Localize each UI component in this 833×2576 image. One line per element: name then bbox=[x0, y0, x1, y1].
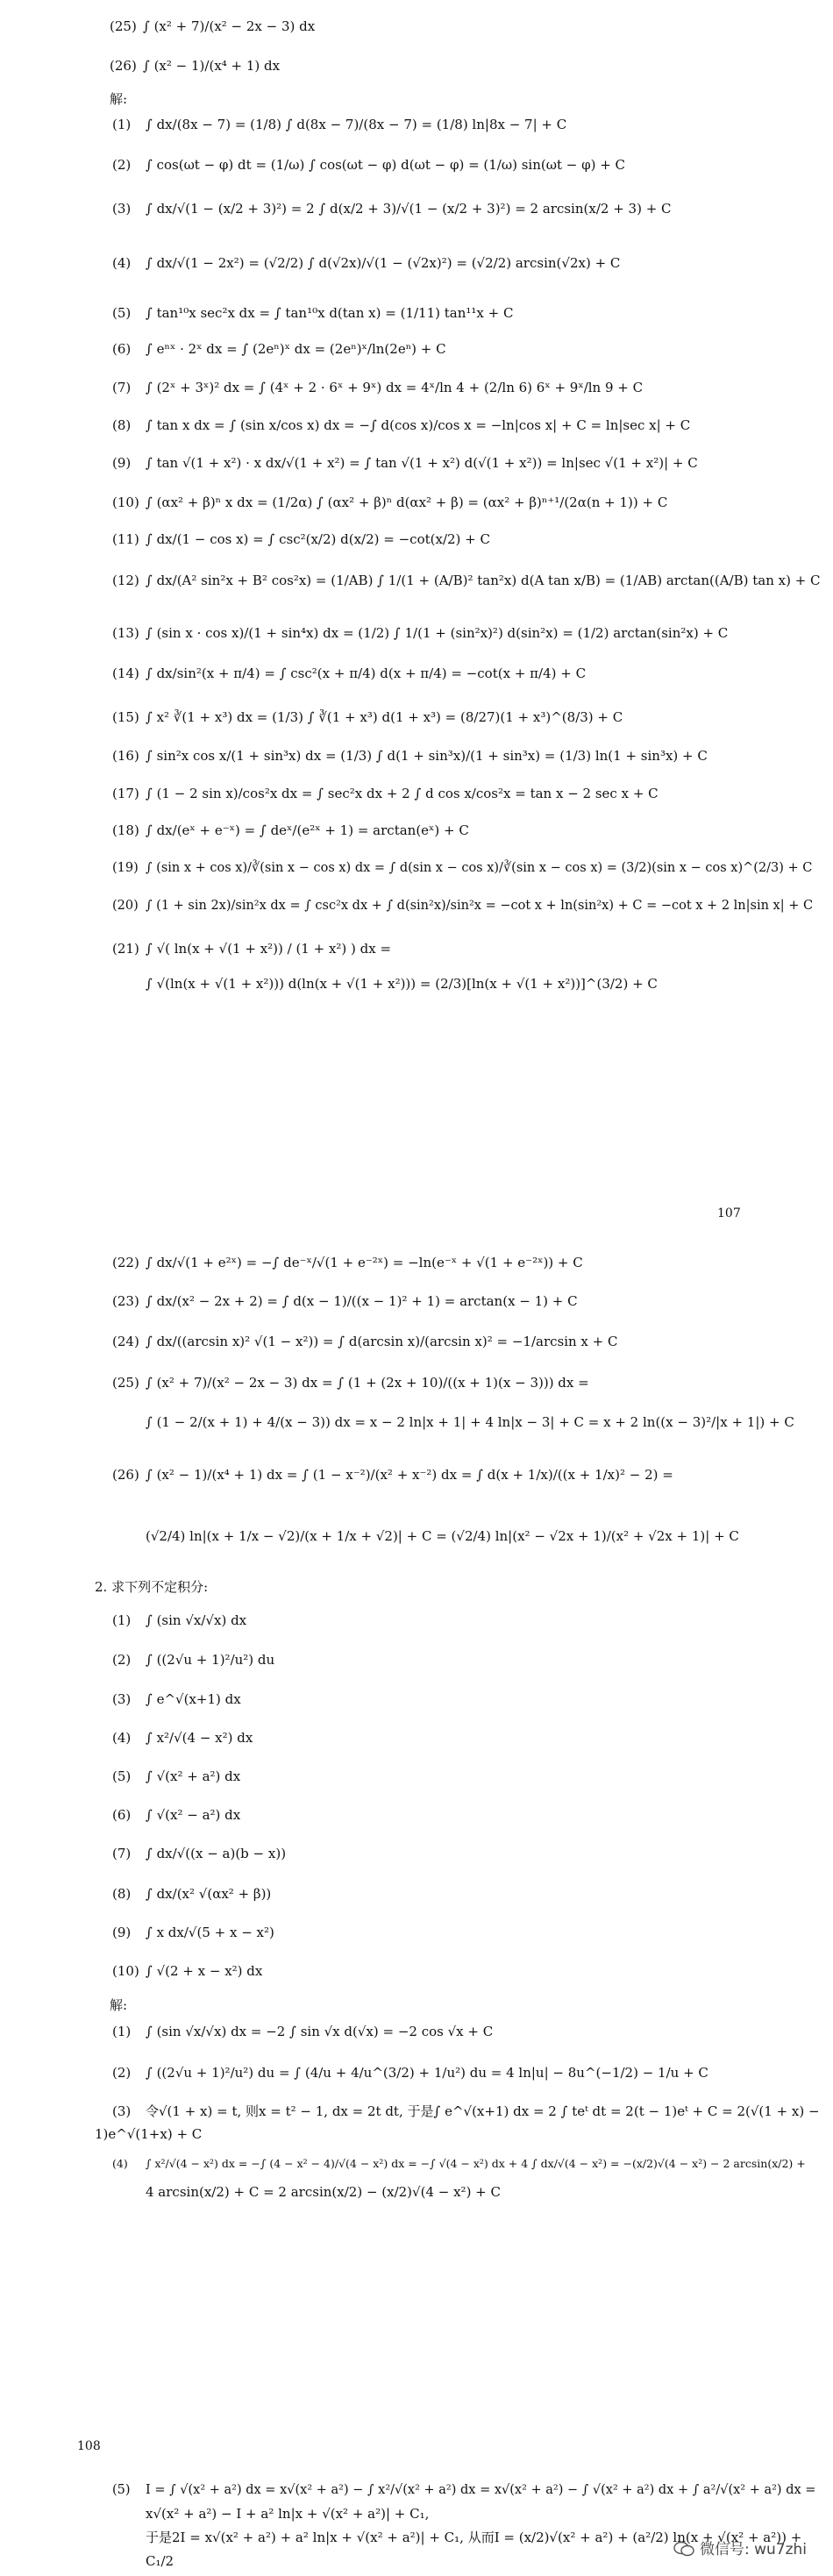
problem-line bbox=[112, 1651, 274, 1669]
solution-line bbox=[112, 2103, 820, 2120]
solution-formula: 1)e^√(1+x) + C bbox=[95, 2126, 203, 2142]
solution-label: (5) bbox=[112, 2483, 131, 2497]
solution-label: (12) bbox=[112, 573, 139, 588]
solution-line bbox=[112, 340, 446, 358]
problem-label: (2) bbox=[112, 1652, 132, 1668]
solution-label: (14) bbox=[112, 665, 139, 681]
solution-formula: ∫ (sin x · cos x)/(1 + sin⁴x) dx = (1/2) ∫ 1/(1 + (sin²x)²) d(sin²x) = (1/2) arctan(sin²x) + C bbox=[146, 625, 729, 641]
solution-line bbox=[112, 747, 708, 765]
solution-formula: ∫ (αx² + β)ⁿ x dx = (1/2α) ∫ (αx² + β)ⁿ d(αx² + β) = (αx² + β)ⁿ⁺¹/(2α(n + 1)) + C bbox=[146, 495, 668, 510]
solution-formula: I = ∫ √(x² + a²) dx = x√(x² + a²) − ∫ x²/√(x² + a²) dx = x√(x² + a²) − ∫ √(x² + a²) dx + ∫ a²/√(x² + a²) dx = bbox=[146, 2483, 816, 2497]
chat-bubble-icon bbox=[673, 2541, 694, 2557]
solution-formula: ∫ tan x dx = ∫ (sin x/cos x) dx = −∫ d(cos x)/cos x = −ln|cos x| + C = ln|sec x| + C bbox=[146, 417, 691, 433]
problem-formula: ∫ e^√(x+1) dx bbox=[146, 1691, 241, 1707]
solution-label: (5) bbox=[112, 305, 132, 321]
solution-formula: ∫ (sin x + cos x)/∛(sin x − cos x) dx = ∫ d(sin x − cos x)/∛(sin x − cos x) = (3/2)(sin x − cos x)^(2/3) + C bbox=[146, 861, 813, 875]
problem-26-line bbox=[110, 57, 280, 75]
solution-label: (22) bbox=[112, 1255, 139, 1270]
solution-line bbox=[112, 822, 469, 839]
solution-continuation-line bbox=[112, 1413, 794, 1431]
solution-continuation-line bbox=[146, 2183, 501, 2201]
solution-line bbox=[112, 379, 643, 396]
solution-line bbox=[112, 624, 728, 642]
problem-label: (26) bbox=[110, 58, 137, 74]
solution-line bbox=[112, 2155, 806, 2173]
solution-formula: ∫ x² ∛(1 + x³) dx = (1/3) ∫ ∛(1 + x³) d(1 + x³) = (8/27)(1 + x³)^(8/3) + C bbox=[146, 709, 623, 725]
solution-label: (16) bbox=[112, 748, 139, 764]
solution-label: (19) bbox=[112, 861, 139, 875]
problem-line bbox=[112, 1729, 253, 1747]
problem-formula: ∫ dx/√((x − a)(b − x)) bbox=[146, 1846, 287, 1861]
solution-line bbox=[112, 1466, 673, 1484]
problem-line bbox=[112, 1962, 262, 1980]
solution-formula: ∫ dx/(eˣ + e⁻ˣ) = ∫ deˣ/(e²ˣ + 1) = arctan(eˣ) + C bbox=[146, 822, 469, 838]
solution-formula: ∫ tan¹⁰x sec²x dx = ∫ tan¹⁰x d(tan x) = (1/11) tan¹¹x + C bbox=[146, 305, 514, 321]
solution-line bbox=[112, 416, 690, 434]
solution-formula: ∫ dx/√(1 − (x/2 + 3)²) = 2 ∫ d(x/2 + 3)/√(1 − (x/2 + 3)²) = 2 arcsin(x/2 + 3) + C bbox=[146, 201, 672, 217]
solution-label: (17) bbox=[112, 786, 139, 801]
solution-label: (21) bbox=[112, 941, 139, 957]
solution-formula: ∫ dx/(A² sin²x + B² cos²x) = (1/AB) ∫ 1/(1 + (A/B)² tan²x) d(A tan x/B) = (1/AB) arctan((A/B) tan x) + C bbox=[146, 573, 821, 588]
problem-label: (4) bbox=[112, 1730, 132, 1746]
problem-25-line bbox=[110, 18, 315, 35]
solution-label: (25) bbox=[112, 1375, 139, 1391]
problem-line bbox=[112, 1924, 274, 1941]
solution-line bbox=[112, 897, 813, 914]
solution-formula: ∫ (1 − 2/(x + 1) + 4/(x − 3)) dx = x − 2 ln|x + 1| + 4 ln|x − 3| + C = x + 2 ln((x − 3)²/|x + 1|) + C bbox=[146, 1414, 794, 1430]
solution-heading: 解: bbox=[110, 91, 128, 107]
solution-continuation-line bbox=[146, 2505, 429, 2523]
problem-label: (10) bbox=[112, 1963, 139, 1979]
solution-line bbox=[112, 2023, 493, 2040]
solution-line bbox=[112, 785, 659, 802]
solution-line bbox=[112, 708, 623, 726]
problem-label: (7) bbox=[112, 1846, 132, 1861]
solution-label: (24) bbox=[112, 1334, 139, 1349]
solution-line bbox=[112, 1254, 583, 1271]
solution-formula: ∫ (1 + sin 2x)/sin²x dx = ∫ csc²x dx + ∫ d(sin²x)/sin²x = −cot x + ln(sin²x) + C = −cot x + 2 ln|sin x| + C bbox=[146, 899, 814, 913]
problem-formula: ∫ dx/(x² √(αx² + β)) bbox=[146, 1886, 272, 1902]
problem-formula: ∫ √(2 + x − x²) dx bbox=[146, 1963, 263, 1979]
solution-label: (2) bbox=[112, 157, 132, 173]
solution-continuation-line bbox=[146, 2552, 174, 2570]
solution-label: (6) bbox=[112, 341, 132, 357]
solution-label: (1) bbox=[112, 117, 132, 132]
solution-formula: ∫ dx/sin²(x + π/4) = ∫ csc²(x + π/4) d(x + π/4) = −cot(x + π/4) + C bbox=[146, 665, 587, 681]
solution-formula: ∫ dx/√(1 − 2x²) = (√2/2) ∫ d(√2x)/√(1 − (√2x)²) = (√2/2) arcsin(√2x) + C bbox=[146, 255, 621, 271]
solution-line bbox=[112, 859, 812, 877]
solution-label: (11) bbox=[112, 531, 139, 547]
problem-formula: ∫ (sin √x/√x) dx bbox=[146, 1612, 247, 1628]
problem-formula: ∫ x²/√(4 − x²) dx bbox=[146, 1730, 253, 1746]
solution-label: (26) bbox=[112, 1467, 139, 1483]
solution-line bbox=[112, 454, 698, 472]
problem-line bbox=[112, 1806, 240, 1824]
solution-formula: C₁/2 bbox=[146, 2553, 174, 2569]
solution-label: (23) bbox=[112, 1293, 139, 1309]
solution-label: (3) bbox=[112, 201, 132, 217]
problem-label: (3) bbox=[112, 1691, 132, 1707]
problem-line bbox=[112, 1768, 240, 1785]
problem-label: (25) bbox=[110, 18, 137, 34]
solution-line bbox=[112, 940, 391, 957]
problem-label: (6) bbox=[112, 1807, 132, 1823]
solution-line bbox=[112, 572, 821, 589]
solution-label: (15) bbox=[112, 709, 139, 725]
solution-continuation-line bbox=[112, 975, 658, 993]
solution-label: (4) bbox=[112, 255, 132, 271]
solution-formula: 于是2I = x√(x² + a²) + a² ln|x + √(x² + a²)| + C₁, 从而I = (x/2)√(x² + a²) + (a²/2) ln(x + √(x² + a²)) + bbox=[146, 2530, 802, 2545]
solution-label: (2) bbox=[112, 2065, 132, 2081]
solution-line bbox=[112, 494, 667, 511]
watermark bbox=[673, 2537, 807, 2558]
solution-heading: 解: bbox=[110, 1997, 128, 2013]
solution-formula: x√(x² + a²) − I + a² ln|x + √(x² + a²)| + C₁, bbox=[146, 2506, 430, 2522]
solution-formula: ∫ dx/√(1 + e²ˣ) = −∫ de⁻ˣ/√(1 + e⁻²ˣ) = −ln(e⁻ˣ + √(1 + e⁻²ˣ)) + C bbox=[146, 1255, 583, 1270]
solution-formula: ∫ ((2√u + 1)²/u²) du = ∫ (4/u + 4/u^(3/2) + 1/u²) du = 4 ln|u| − 8u^(−1/2) − 1/u + C bbox=[146, 2065, 708, 2081]
solution-formula: ∫ dx/((arcsin x)² √(1 − x²)) = ∫ d(arcsin x)/(arcsin x)² = −1/arcsin x + C bbox=[146, 1334, 618, 1349]
solution-line bbox=[112, 530, 490, 548]
solution-label: (10) bbox=[112, 495, 139, 510]
solution-formula: ∫ sin²x cos x/(1 + sin³x) dx = (1/3) ∫ d(1 + sin³x)/(1 + sin³x) = (1/3) ln(1 + sin³x) + C bbox=[146, 748, 708, 764]
problem-formula: ∫ x dx/√(5 + x − x²) bbox=[146, 1925, 274, 1940]
solution-formula: ∫ dx/(8x − 7) = (1/8) ∫ d(8x − 7)/(8x − 7) = (1/8) ln|8x − 7| + C bbox=[146, 117, 567, 132]
solution-label: (18) bbox=[112, 822, 139, 838]
solution-line bbox=[112, 665, 586, 682]
watermark-text: 微信号: wu7zhi bbox=[699, 2541, 807, 2558]
problem-label: (8) bbox=[112, 1886, 132, 1902]
solution-formula: ∫ (x² − 1)/(x⁴ + 1) dx = ∫ (1 − x⁻²)/(x² + x⁻²) dx = ∫ d(x + 1/x)/((x + 1/x)² − 2) = bbox=[146, 1467, 673, 1483]
problem-line bbox=[112, 1845, 286, 1862]
solution-formula: ∫ (1 − 2 sin x)/cos²x dx = ∫ sec²x dx + 2 ∫ d cos x/cos²x = tan x − 2 sec x + C bbox=[146, 786, 659, 801]
solution-line bbox=[112, 156, 625, 174]
solution-line bbox=[112, 1292, 578, 1310]
solution-continuation-line bbox=[112, 1527, 739, 1545]
solution-formula: ∫ (2ˣ + 3ˣ)² dx = ∫ (4ˣ + 2 · 6ˣ + 9ˣ) dx = 4ˣ/ln 4 + (2/ln 6) 6ˣ + 9ˣ/ln 9 + C bbox=[146, 380, 644, 395]
page-number: 107 bbox=[717, 1206, 741, 1220]
problem-line bbox=[112, 1690, 241, 1708]
solution-label: (1) bbox=[112, 2024, 132, 2039]
solution-label: (9) bbox=[112, 455, 132, 471]
solution-label: (20) bbox=[112, 899, 139, 913]
solution-label: (7) bbox=[112, 380, 132, 395]
solution-formula: ∫ tan √(1 + x²) · x dx/√(1 + x²) = ∫ tan √(1 + x²) d(√(1 + x²)) = ln|sec √(1 + x²)| + C bbox=[146, 455, 698, 471]
problem-formula: ∫ (x² − 1)/(x⁴ + 1) dx bbox=[143, 58, 281, 74]
solution-formula: ∫ (sin √x/√x) dx = −2 ∫ sin √x d(√x) = −2 cos √x + C bbox=[146, 2024, 494, 2039]
solution-line bbox=[112, 2481, 815, 2499]
solution-line bbox=[112, 1333, 617, 1350]
problem-line bbox=[112, 1885, 271, 1903]
solution-line bbox=[112, 304, 513, 322]
section-heading: 2. 求下列不定积分: bbox=[95, 1579, 209, 1595]
solution-formula: ∫ x²/√(4 − x²) dx = −∫ (4 − x² − 4)/√(4 − x²) dx = −∫ √(4 − x²) dx + 4 ∫ dx/√(4 − x²) = −(x/2)√(4 − x²) − 2 arcsin(x/2) + bbox=[146, 2157, 806, 2170]
solution-label: (8) bbox=[112, 417, 132, 433]
solution-label: (4) bbox=[112, 2157, 128, 2170]
solution-formula: ∫ eⁿˣ · 2ˣ dx = ∫ (2eⁿ)ˣ dx = (2eⁿ)ˣ/ln(2eⁿ) + C bbox=[146, 341, 446, 357]
solution-continuation-line bbox=[95, 2125, 202, 2143]
problem-label: (9) bbox=[112, 1925, 132, 1940]
solution-formula: ∫ dx/(1 − cos x) = ∫ csc²(x/2) d(x/2) = −cot(x/2) + C bbox=[146, 531, 490, 547]
solution-formula: ∫ √( ln(x + √(1 + x²)) / (1 + x²) ) dx = bbox=[146, 941, 392, 957]
problem-label: (5) bbox=[112, 1768, 132, 1784]
page-number: 108 bbox=[77, 2439, 101, 2453]
problem-formula: ∫ √(x² + a²) dx bbox=[146, 1768, 241, 1784]
solution-label: (13) bbox=[112, 625, 139, 641]
solution-line bbox=[112, 2064, 708, 2081]
problem-formula: ∫ ((2√u + 1)²/u²) du bbox=[146, 1652, 275, 1668]
solution-line bbox=[112, 116, 566, 133]
solution-formula: 令√(1 + x) = t, 则x = t² − 1, dx = 2t dt, 于是∫ e^√(x+1) dx = 2 ∫ teᵗ dt = 2(t − 1)eᵗ + C = 2(√(1 + x) − bbox=[146, 2103, 820, 2119]
solution-formula: ∫ dx/(x² − 2x + 2) = ∫ d(x − 1)/((x − 1)² + 1) = arctan(x − 1) + C bbox=[146, 1293, 578, 1309]
problem-formula: ∫ √(x² − a²) dx bbox=[146, 1807, 241, 1823]
solution-formula: ∫ (x² + 7)/(x² − 2x − 3) dx = ∫ (1 + (2x + 10)/((x + 1)(x − 3))) dx = bbox=[146, 1375, 589, 1391]
solution-formula: ∫ cos(ωt − φ) dt = (1/ω) ∫ cos(ωt − φ) d(ωt − φ) = (1/ω) sin(ωt − φ) + C bbox=[146, 157, 626, 173]
solution-formula: ∫ √(ln(x + √(1 + x²))) d(ln(x + √(1 + x²))) = (2/3)[ln(x + √(1 + x²))]^(3/2) + C bbox=[146, 976, 658, 992]
solution-line bbox=[112, 254, 620, 272]
solution-formula: 4 arcsin(x/2) + C = 2 arcsin(x/2) − (x/2)√(4 − x²) + C bbox=[146, 2184, 501, 2200]
problem-label: (1) bbox=[112, 1612, 132, 1628]
problem-formula: ∫ (x² + 7)/(x² − 2x − 3) dx bbox=[143, 18, 316, 34]
solution-line bbox=[112, 200, 672, 217]
solution-line bbox=[112, 1374, 589, 1391]
solution-formula: (√2/4) ln|(x + 1/x − √2)/(x + 1/x + √2)| + C = (√2/4) ln|(x² − √2x + 1)/(x² + √2x + 1)| + C bbox=[146, 1528, 739, 1544]
solution-label: (3) bbox=[112, 2103, 132, 2119]
problem-line bbox=[112, 1612, 246, 1629]
